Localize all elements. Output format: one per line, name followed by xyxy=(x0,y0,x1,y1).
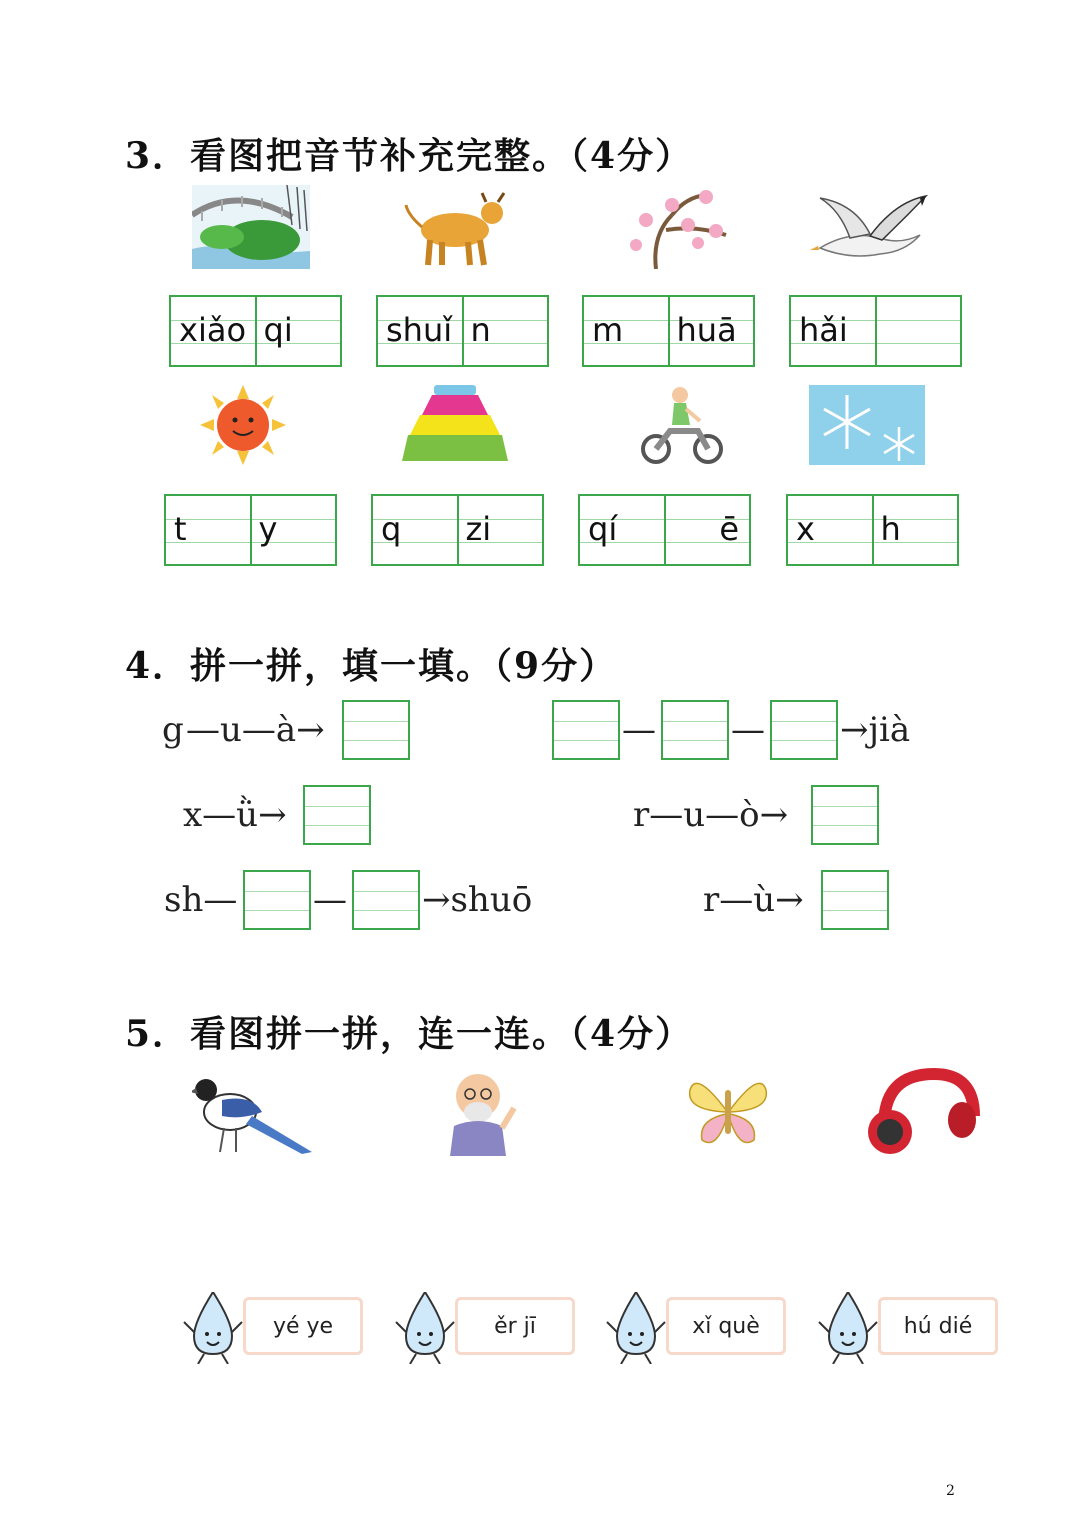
plum-blossom-icon xyxy=(626,185,732,269)
seagull-icon xyxy=(810,190,928,266)
answer-box-gua[interactable] xyxy=(342,700,410,760)
word-card-yeye[interactable]: yé ye xyxy=(243,1297,363,1355)
pinyin-right: ē xyxy=(719,510,739,548)
pinyin-box-skirt[interactable] xyxy=(371,494,544,566)
cow-icon xyxy=(400,185,510,269)
pinyin-right: n xyxy=(470,311,491,349)
pinyin-left: q xyxy=(381,510,402,548)
bridge-icon xyxy=(192,185,310,269)
spell-ru: r—ù→ xyxy=(703,880,804,920)
page-number: 2 xyxy=(946,1483,955,1499)
magpie-icon xyxy=(192,1072,316,1154)
pinyin-left: x xyxy=(796,510,815,548)
butterfly-icon xyxy=(686,1070,770,1152)
pinyin-box-snowflake[interactable] xyxy=(786,494,959,566)
answer-box-shuo-1[interactable] xyxy=(243,870,311,930)
answer-box-jia-2[interactable] xyxy=(661,700,729,760)
word-card-erji[interactable]: ěr jī xyxy=(455,1297,575,1355)
motorbike-rider-icon xyxy=(640,385,724,465)
word-card-hudie[interactable]: hú dié xyxy=(878,1297,998,1355)
dash: — xyxy=(731,710,765,750)
pinyin-left: shuǐ xyxy=(386,311,453,349)
grandpa-icon xyxy=(444,1068,524,1156)
skirt-icon xyxy=(402,385,508,465)
pinyin-right: qi xyxy=(263,311,293,349)
water-drop-mascot-icon xyxy=(182,1292,244,1364)
pinyin-right: h xyxy=(880,510,901,548)
sun-icon xyxy=(200,385,286,465)
pinyin-box-bridge[interactable] xyxy=(169,295,342,367)
pinyin-left: qí xyxy=(588,510,618,548)
spell-u-a: —u—à→ xyxy=(186,710,325,750)
pinyin-left: m xyxy=(592,311,624,349)
pinyin-right: zi xyxy=(465,510,492,548)
word-card-xique[interactable]: xǐ què xyxy=(666,1297,786,1355)
spell-g: g xyxy=(162,710,184,750)
result-jia: →jià xyxy=(840,710,911,750)
answer-box-jia-1[interactable] xyxy=(552,700,620,760)
spell-xu: x—ǜ→ xyxy=(183,795,287,835)
answer-box-ru[interactable] xyxy=(821,870,889,930)
dash: — xyxy=(622,710,656,750)
water-drop-mascot-icon xyxy=(605,1292,667,1364)
q5-title: 5．看图拼一拼，连一连。（4分） xyxy=(125,1013,694,1055)
dash: — xyxy=(313,880,347,920)
pinyin-right: y xyxy=(258,510,278,548)
q3-title: 3．看图把音节补充完整。（4分） xyxy=(125,135,694,177)
pinyin-right: huā xyxy=(676,311,737,349)
answer-box-xu[interactable] xyxy=(303,785,371,845)
water-drop-mascot-icon xyxy=(817,1292,879,1364)
pinyin-left: hǎi xyxy=(799,311,848,349)
pinyin-left: t xyxy=(174,510,187,548)
water-drop-mascot-icon xyxy=(394,1292,456,1364)
snowflake-icon xyxy=(809,385,925,465)
pinyin-box-cow[interactable] xyxy=(376,295,549,367)
answer-box-jia-3[interactable] xyxy=(770,700,838,760)
pinyin-box-motorbike[interactable] xyxy=(578,494,751,566)
pinyin-box-seagull[interactable] xyxy=(789,295,962,367)
q4-title: 4．拼一拼，填一填。（9分） xyxy=(125,645,618,687)
answer-box-ruo[interactable] xyxy=(811,785,879,845)
result-shuo: →shuō xyxy=(422,880,533,920)
pinyin-box-plum-blossom[interactable] xyxy=(582,295,755,367)
pinyin-left: xiǎo xyxy=(179,311,247,349)
answer-box-shuo-2[interactable] xyxy=(352,870,420,930)
spell-sh: sh— xyxy=(164,880,238,920)
headphones-icon xyxy=(864,1066,980,1158)
pinyin-box-sun[interactable] xyxy=(164,494,337,566)
spell-ruo: r—u—ò→ xyxy=(633,795,789,835)
